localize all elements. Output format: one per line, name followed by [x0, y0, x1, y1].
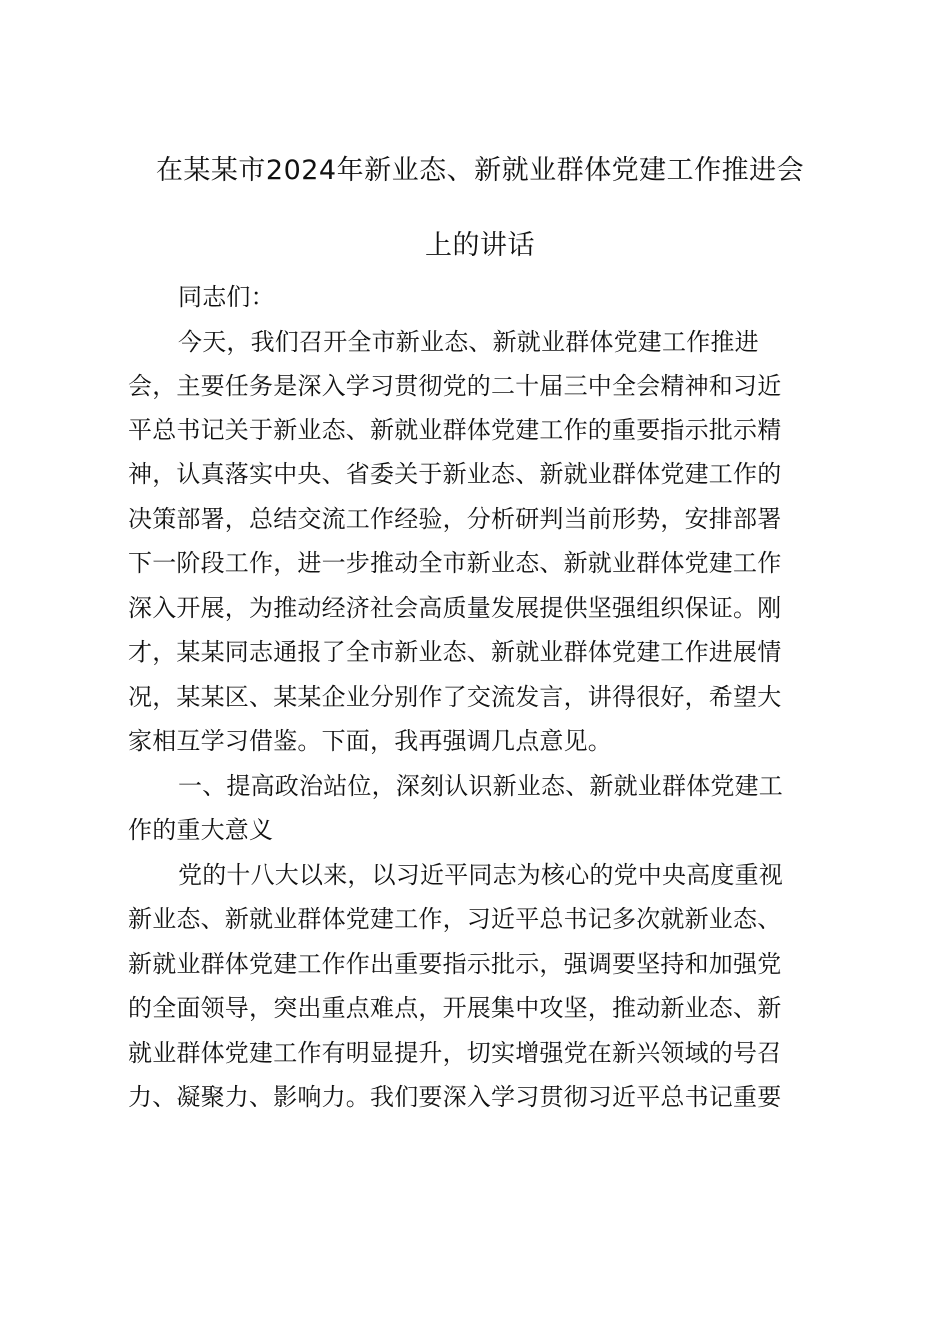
paragraph-2-line: 党的十八大以来，以习近平同志为核心的党中央高度重视 — [178, 861, 783, 889]
paragraph-2-line: 新就业群体党建工作作出重要指示批示，强调要坚持和加强党 — [128, 950, 782, 978]
paragraph-1-line: 会，主要任务是深入学习贯彻党的二十届三中全会精神和习近 — [128, 372, 782, 400]
paragraph-1-line: 今天，我们召开全市新业态、新就业群体党建工作推进 — [178, 328, 759, 356]
paragraph-1-line: 决策部署，总结交流工作经验，分析研判当前形势，安排部署 — [128, 505, 782, 533]
paragraph-1-line: 深入开展，为推动经济社会高质量发展提供坚强组织保证。刚 — [128, 594, 782, 622]
document-title-line-2: 上的讲话 — [425, 230, 535, 261]
document-title-line-1: 在某某市2024年新业态、新就业群体党建工作推进会 — [155, 155, 805, 186]
paragraph-1-line: 才，某某同志通报了全市新业态、新就业群体党建工作进展情 — [128, 638, 782, 666]
paragraph-1-line: 家相互学习借鉴。下面，我再强调几点意见。 — [128, 727, 612, 755]
paragraph-1-line: 平总书记关于新业态、新就业群体党建工作的重要指示批示精 — [128, 416, 782, 444]
paragraph-1-line: 况，某某区、某某企业分别作了交流发言，讲得很好，希望大 — [128, 683, 782, 711]
section-heading-line: 一、提高政治站位，深刻认识新业态、新就业群体党建工 — [178, 772, 783, 800]
paragraph-1-line: 神，认真落实中央、省委关于新业态、新就业群体党建工作的 — [128, 460, 782, 488]
paragraph-2-line: 力、凝聚力、影响力。我们要深入学习贯彻习近平总书记重要 — [128, 1083, 782, 1111]
section-heading-line: 作的重大意义 — [128, 816, 274, 844]
paragraph-2-line: 的全面领导，突出重点难点，开展集中攻坚，推动新业态、新 — [128, 994, 782, 1022]
salutation: 同志们： — [178, 283, 275, 311]
paragraph-2-line: 新业态、新就业群体党建工作，习近平总书记多次就新业态、 — [128, 905, 782, 933]
paragraph-1-line: 下一阶段工作，进一步推动全市新业态、新就业群体党建工作 — [128, 549, 782, 577]
paragraph-2-line: 就业群体党建工作有明显提升，切实增强党在新兴领域的号召 — [128, 1039, 782, 1067]
